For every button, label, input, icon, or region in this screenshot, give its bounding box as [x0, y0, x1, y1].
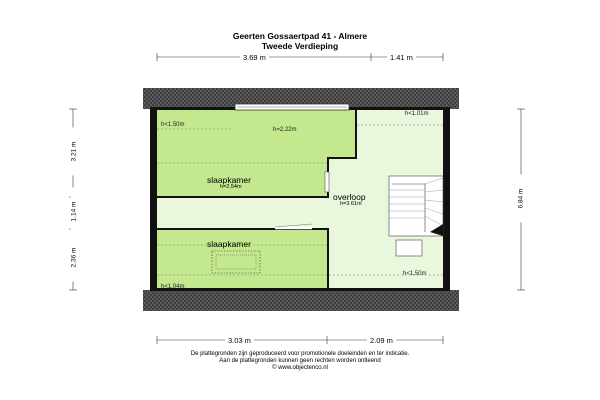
height-bottom-left: h<1.04m: [161, 284, 185, 290]
wall-left: [150, 109, 157, 290]
dormer-floor: [233, 109, 356, 159]
height-dormer: h=2.22m: [273, 127, 297, 133]
dim-top-left: 3.69 m: [240, 53, 269, 62]
room-height-bedroom-top: h=2.54m: [220, 184, 242, 190]
skylight: [212, 251, 260, 273]
room-label-bedroom-top: slaapkamer: [207, 175, 251, 185]
wall-bedroom-bottom-right: [327, 228, 329, 290]
plan-title: Geerten Gossaertpad 41 - Almere: [232, 31, 368, 41]
wall-right: [443, 109, 450, 290]
footer-disclaimer-2: Aan de plattegronden kunnen geen rechten worden ontleend: [219, 358, 381, 364]
wall-dormer-right: [355, 109, 357, 159]
staircase: [389, 176, 443, 236]
dim-bottom-right: 2.09 m: [367, 336, 396, 345]
dim-left-middle: 1.14 m: [71, 188, 78, 236]
dimension-lines-bottom: [157, 336, 443, 344]
dim-bottom-left: 3.03 m: [225, 336, 254, 345]
room-label-bedroom-bottom: slaapkamer: [207, 239, 251, 249]
footer-copyright: © www.objectenco.nl: [272, 365, 328, 371]
dim-right-total: 6.84 m: [518, 175, 525, 223]
plan-subtitle: Tweede Verdieping: [261, 41, 339, 51]
door-bedroom-top: [325, 172, 329, 192]
height-bottom-right: h<1.50m: [403, 271, 427, 277]
dim-top-right: 1.41 m: [387, 53, 416, 62]
dim-left-top: 3.21 m: [71, 128, 78, 176]
height-top-left: h<1.50m: [161, 122, 185, 128]
room-label-landing: overloop: [333, 192, 366, 202]
height-top-right: h<1.01m: [405, 111, 429, 117]
wall-bottom: [150, 288, 450, 291]
landing-cabinet: [396, 240, 422, 256]
footer-disclaimer-1: De plattegronden zijn geproduceerd voor promotionele doeleinden en ter indicatie.: [190, 351, 410, 357]
wall-dormer-step: [327, 157, 357, 159]
dim-left-bottom: 2.36 m: [71, 234, 78, 282]
room-height-landing: h=3.61m: [340, 201, 362, 207]
roof-bottom: [143, 290, 459, 311]
wall-bedroom-top-bottom: [157, 196, 328, 198]
